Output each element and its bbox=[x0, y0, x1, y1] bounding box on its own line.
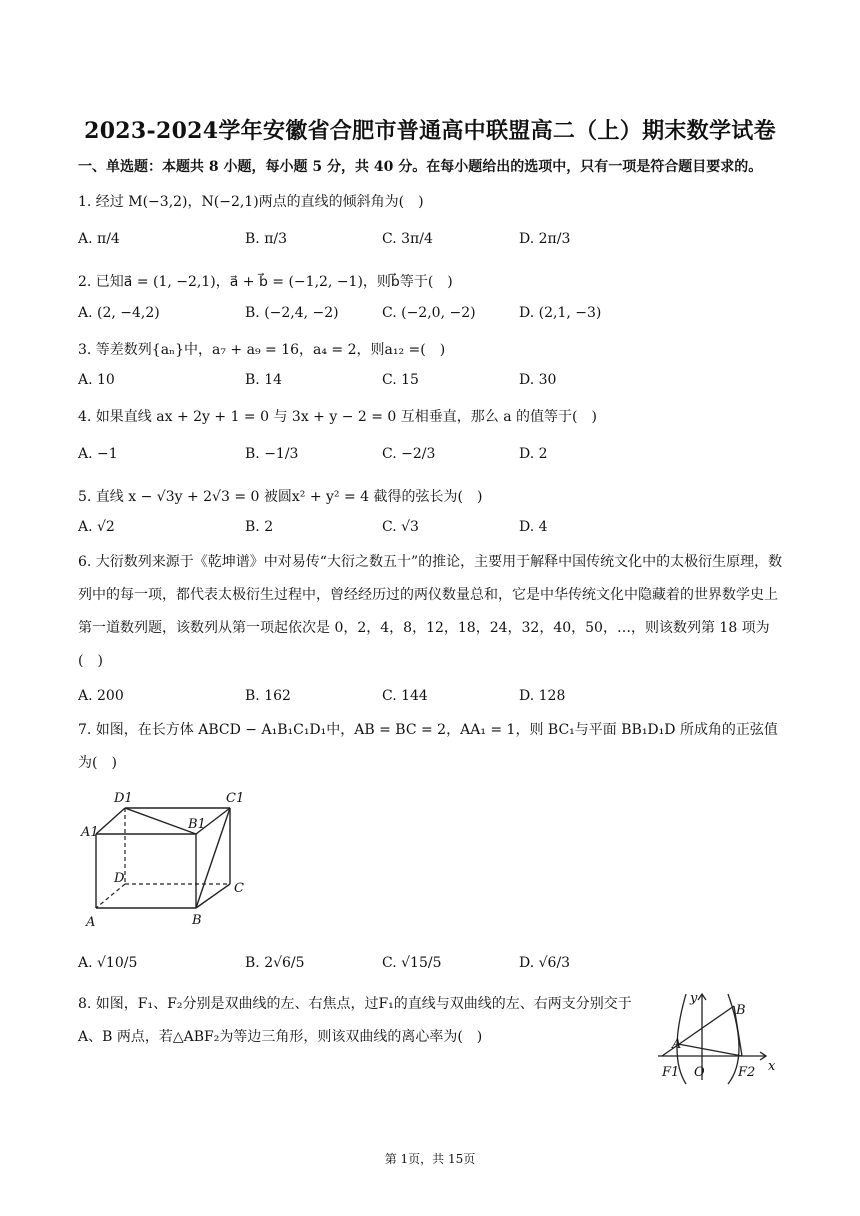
q5-option-a: A. √2 bbox=[78, 519, 115, 535]
hyperbola-figure bbox=[656, 988, 782, 1086]
q4-option-a: A. −1 bbox=[78, 446, 118, 462]
fig8-label-y: y bbox=[690, 991, 698, 1006]
q2-option-b: B. (−2,4, −2) bbox=[245, 305, 339, 321]
q1-option-b: B. π/3 bbox=[245, 231, 288, 247]
section-heading: 一、单选题：本题共 8 小题，每小题 5 分，共 40 分。在每小题给出的选项中，只有一项是符合题目要求的。 bbox=[78, 159, 763, 175]
q7-option-d: D. √6/3 bbox=[519, 955, 571, 971]
q2-option-a: A. (2, −4,2) bbox=[78, 305, 160, 321]
q1-option-a: A. π/4 bbox=[78, 231, 120, 247]
question-8: 8. 如图，F₁、F₂分别是双曲线的左、右焦点，过F₁的直线与双曲线的左、右两支分别交于 A、B 两点，若△ABF₂为等边三角形，则该双曲线的离心率为( ) bbox=[78, 996, 632, 1045]
q7-option-b: B. 2√6/5 bbox=[245, 955, 305, 971]
question-5: 5. 直线 x − √3y + 2√3 = 0 被圆x² + y² = 4 截得的弦长为( ) bbox=[78, 489, 483, 505]
fig7-label-b: B bbox=[192, 913, 202, 928]
fig8-label-x: x bbox=[768, 1059, 776, 1074]
question-4: 4. 如果直线 ax + 2y + 1 = 0 与 3x + y − 2 = 0 互相垂直，那么 a 的值等于( ) bbox=[78, 409, 597, 425]
q6-option-b: B. 162 bbox=[245, 688, 291, 704]
q3-option-d: D. 30 bbox=[519, 372, 557, 388]
q3-option-a: A. 10 bbox=[78, 372, 115, 388]
q1-option-d: D. 2π/3 bbox=[519, 231, 571, 247]
q1-option-c: C. 3π/4 bbox=[382, 231, 433, 247]
q5-option-d: D. 4 bbox=[519, 519, 548, 535]
fig8-label-f2: F2 bbox=[738, 1065, 756, 1080]
q4-option-c: C. −2/3 bbox=[382, 446, 436, 462]
question-3: 3. 等差数列{aₙ}中，a₇ + a₉ = 16，a₄ = 2，则a₁₂ =( ) bbox=[78, 342, 446, 358]
page-footer: 第 1页，共 15页 bbox=[384, 1152, 476, 1166]
q7-option-a: A. √10/5 bbox=[78, 955, 138, 971]
q2-option-d: D. (2,1, −3) bbox=[519, 305, 602, 321]
fig7-label-c1: C1 bbox=[226, 791, 245, 806]
q6-option-a: A. 200 bbox=[78, 688, 124, 704]
question-7: 7. 如图，在长方体 ABCD − A₁B₁C₁D₁中，AB = BC = 2，AA₁ = 1，则 BC₁与平面 BB₁D₁D 所成角的正弦值为( ) bbox=[78, 722, 778, 771]
q4-option-b: B. −1/3 bbox=[245, 446, 299, 462]
q5-option-c: C. √3 bbox=[382, 519, 419, 535]
q4-option-d: D. 2 bbox=[519, 446, 548, 462]
q5-option-b: B. 2 bbox=[245, 519, 274, 535]
fig8-label-o: O bbox=[694, 1065, 705, 1080]
q6-option-c: C. 144 bbox=[382, 688, 428, 704]
fig8-label-a: A bbox=[672, 1037, 682, 1052]
fig8-label-f1: F1 bbox=[662, 1065, 680, 1080]
question-1: 1. 经过 M(−3,2)，N(−2,1)两点的直线的倾斜角为( ) bbox=[78, 194, 424, 210]
fig7-label-d: D bbox=[114, 871, 125, 886]
fig7-label-a1: A1 bbox=[81, 825, 99, 840]
cuboid-figure bbox=[78, 786, 258, 932]
fig7-label-d1: D1 bbox=[114, 791, 133, 806]
q6-option-d: D. 128 bbox=[519, 688, 566, 704]
fig7-label-c: C bbox=[234, 881, 244, 896]
question-2: 2. 已知a⃗ = (1, −2,1)，a⃗ + b⃗ = (−1,2, −1)，则b⃗等于( ) bbox=[78, 274, 453, 290]
fig7-label-b1: B1 bbox=[188, 817, 206, 832]
q3-option-b: B. 14 bbox=[245, 372, 283, 388]
fig8-label-b: B bbox=[736, 1003, 746, 1018]
fig7-label-a: A bbox=[86, 915, 96, 930]
q2-option-c: C. (−2,0, −2) bbox=[382, 305, 476, 321]
exam-title: 2023-2024学年安徽省合肥市普通高中联盟高二（上）期末数学试卷 bbox=[84, 118, 776, 144]
q3-option-c: C. 15 bbox=[382, 372, 419, 388]
q7-option-c: C. √15/5 bbox=[382, 955, 442, 971]
question-6: 6. 大衍数列来源于《乾坤谱》中对易传“大衍之数五十”的推论，主要用于解释中国传统文化中的太极衍生原理，数列中的每一项，都代表太极衍生过程中，曾经经历过的两仪数量总和，它是中华传统文化中隐藏着的世界数学史上第一道数列题，该数列从第一项起依次是 0，2，4，8，12，18，24，32，40，50，…，则该数列第 18 项为( ) bbox=[78, 554, 783, 669]
